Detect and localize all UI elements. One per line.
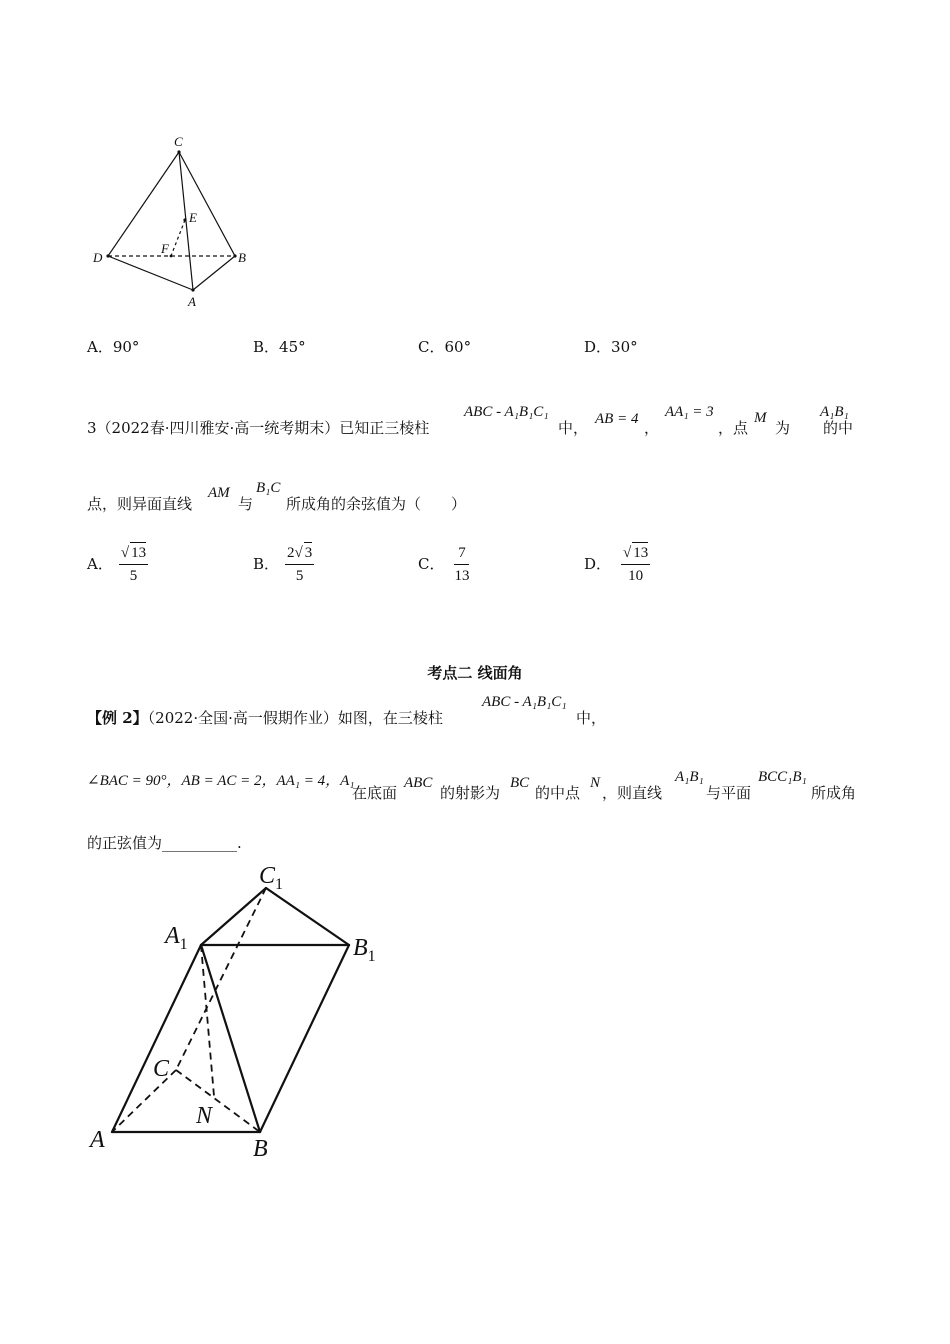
ex2-a1b1: A₁B₁ (675, 769, 704, 785)
label-c: C (153, 1056, 170, 1082)
section-title: 考点二 线面角 (427, 664, 523, 682)
edge-da (108, 256, 193, 290)
label-n: N (196, 1103, 213, 1129)
q3-text-zhong: 中， (558, 419, 589, 437)
ex2-text-zhong: 中， (576, 709, 607, 727)
q3-m: M (754, 410, 767, 426)
q3-option-c: C． $\frac{7}{13}$ (418, 544, 470, 584)
example2-line-1: 【例 2】（2022·全国·高一假期作业）如图，在三棱柱 (87, 709, 443, 727)
q3-line-1: 3（2022春·四川雅安·高一统考期末）已知正三棱柱 (87, 419, 430, 437)
q3-text-dezhong: 的中 (823, 419, 854, 437)
q3-am: AM (208, 485, 230, 501)
ex2-prism: ABC - A₁B₁C₁ (482, 694, 567, 710)
q3-line-2a: 点，则异面直线 (87, 495, 193, 513)
label-a: A (90, 1127, 105, 1153)
edge-a1a (112, 945, 201, 1132)
label-a: A (188, 294, 196, 309)
label-c1: $C_1$ (259, 863, 284, 893)
ex2-text-sheying: 的射影为 (440, 784, 501, 802)
q3-option-a: A． $\frac{√ 13}{5}$ (87, 542, 148, 586)
ex2-text-zhongdian: 的中点 (535, 784, 581, 802)
label-b: B (238, 250, 246, 265)
segment-ef-hidden (171, 220, 185, 256)
edge-b1b (260, 945, 349, 1132)
label-c: C (174, 134, 183, 149)
ex2-bc: BC (510, 775, 530, 791)
q3-text-wei: 为 (775, 419, 791, 437)
ex2-text-zexian: ，则直线 (602, 784, 663, 802)
ex2-text-suocheng: 所成角 (811, 784, 857, 802)
label-b1: $B_1$ (353, 935, 376, 965)
q2-option-a: A．90° (87, 338, 140, 356)
ex2-text-pingmian: 与平面 (706, 784, 752, 802)
label-d: D (93, 250, 103, 265)
ex2-n: N (590, 775, 601, 791)
q3-ab: AB = 4 (595, 411, 639, 427)
q2-option-d: D．30° (584, 338, 638, 356)
q3-option-d: D． $\frac{√ 13}{10}$ (584, 542, 650, 586)
tetrahedron-figure (85, 128, 260, 313)
q3-text-yu: 与 (238, 495, 254, 513)
edge-c1b1 (266, 888, 349, 945)
q2-option-c: C．60° (418, 338, 472, 356)
edge-ba (193, 256, 235, 290)
q3-option-b: B． $\frac{2√ 3}{5}$ (253, 542, 314, 586)
label-f: F (161, 241, 169, 256)
q3-line-2b: 所成角的余弦值为（ ） (286, 495, 467, 513)
prism-figure (85, 858, 395, 1168)
ex2-plane: BCC₁B₁ (758, 769, 807, 785)
ex2-condition: ∠BAC = 90°，AB = AC = 2，AA₁ = 4，A₁ (87, 773, 355, 789)
ex2-text-zaidimian: 在底面 (352, 784, 398, 802)
q3-a1b1: A₁B₁ (820, 404, 849, 420)
label-e: E (189, 210, 197, 225)
q2-option-b: B．45° (253, 338, 306, 356)
edge-c1c-hidden (176, 888, 266, 1070)
q3-prism: ABC - A₁B₁C₁ (464, 404, 549, 420)
edge-cb-hidden (176, 1070, 260, 1132)
ex2-abc: ABC (404, 775, 433, 791)
edge-c1a1 (201, 888, 266, 945)
label-a1: $A_1$ (165, 923, 188, 953)
q3-b1c: B₁C (256, 480, 281, 496)
q3-aa1: AA₁ = 3 (665, 404, 714, 420)
q3-comma: ， (644, 419, 660, 437)
label-b: B (253, 1136, 268, 1162)
example2-line-3: 的正弦值为__________. (87, 834, 242, 852)
q3-text-dian: ，点 (718, 419, 749, 437)
